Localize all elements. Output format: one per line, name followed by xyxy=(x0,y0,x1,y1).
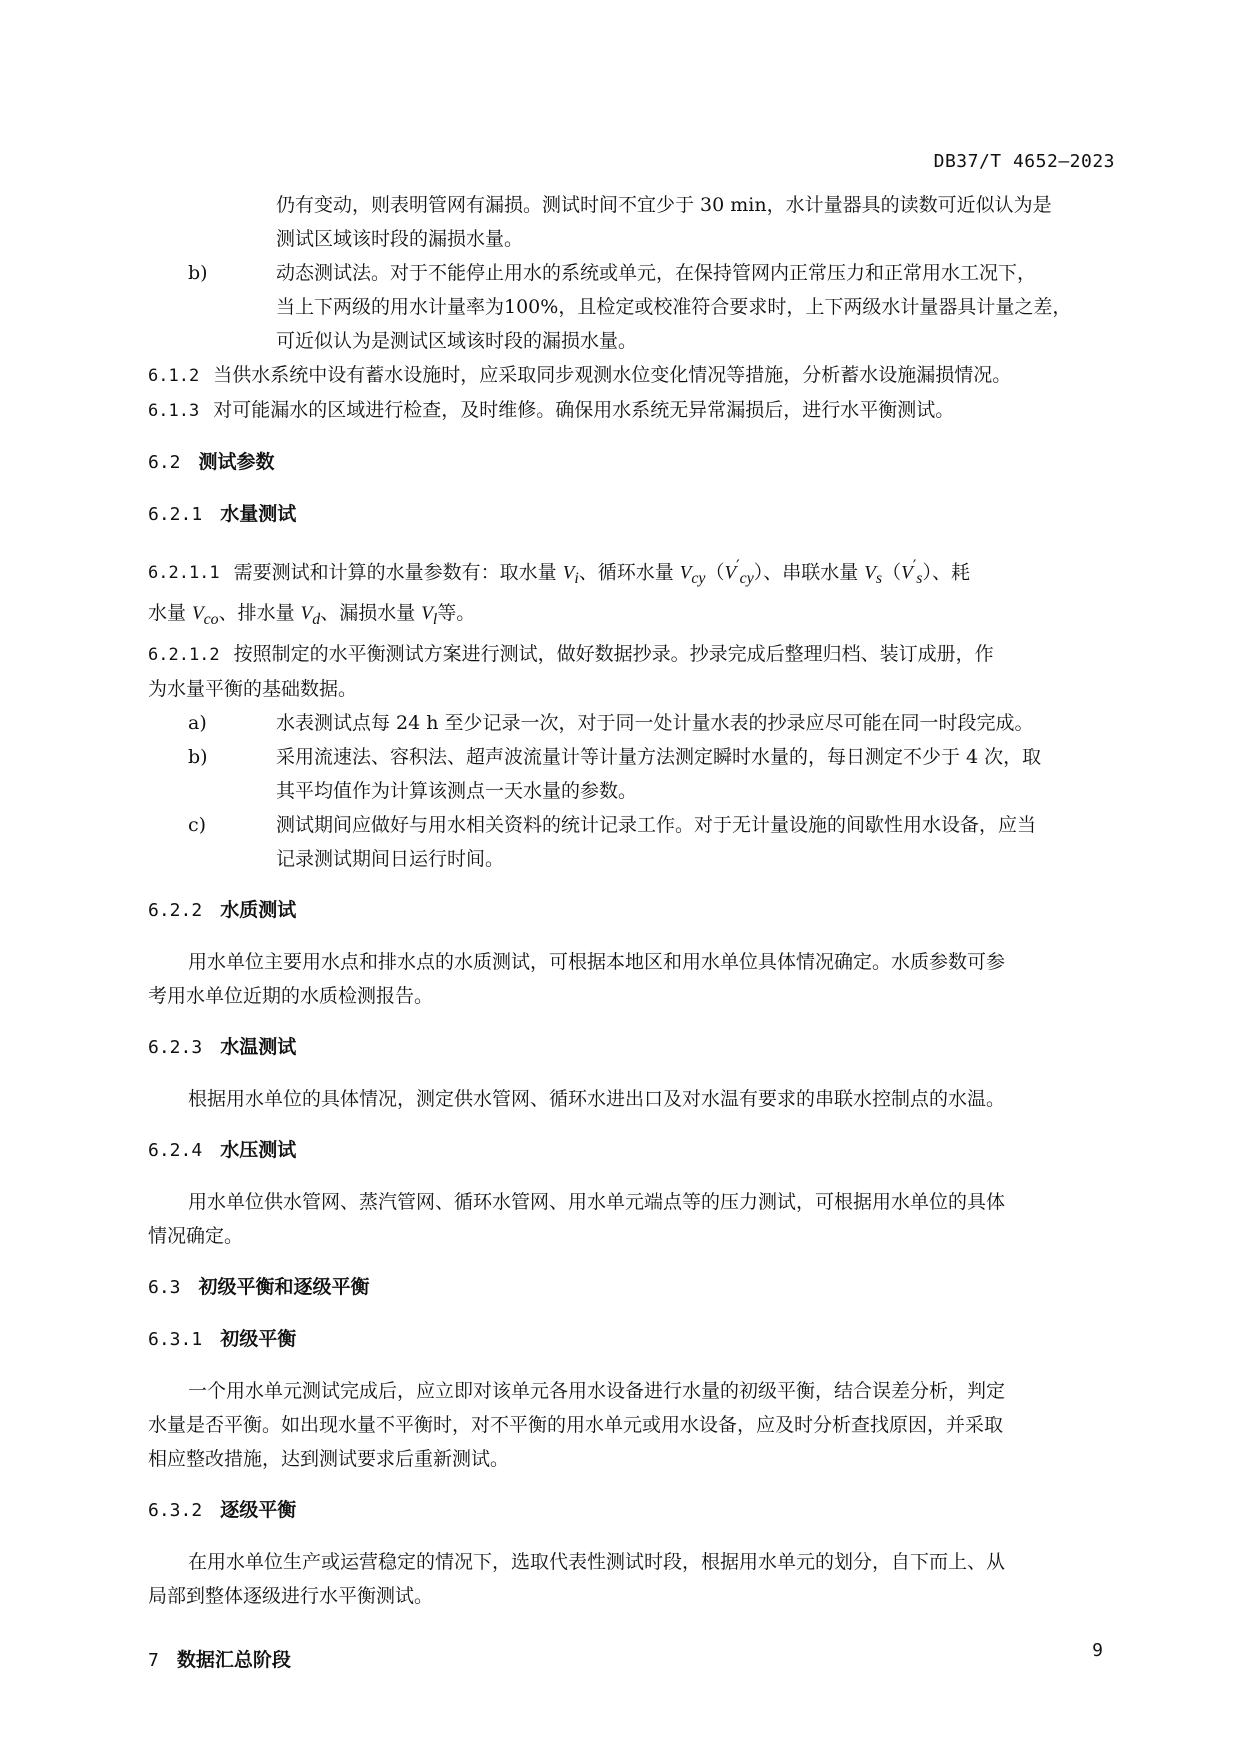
section-number: 6.3 xyxy=(148,1276,181,1298)
section-number: 7 xyxy=(148,1649,159,1671)
page-number: 9 xyxy=(1092,1640,1103,1661)
text-run: 、循环水量 xyxy=(578,561,680,584)
variable: V xyxy=(300,603,313,625)
variable-subscript: i xyxy=(574,570,579,588)
variable: V xyxy=(421,603,433,625)
section-heading-6-2-4 xyxy=(148,1133,1118,1168)
text-line: 在用水单位生产或运营稳定的情况下，选取代表性测试时段，根据用水单元的划分，自下而上、从 xyxy=(188,1550,1006,1573)
variable-prime: ′ xyxy=(912,556,917,575)
section-title: 逐级平衡 xyxy=(220,1498,297,1521)
variable-prime: ′ xyxy=(736,556,740,575)
text-line: 情况确定。 xyxy=(148,1224,244,1247)
section-number: 6.2.4 xyxy=(148,1139,203,1161)
section-heading-6-2-3 xyxy=(148,1030,1118,1065)
variable-subscript: s xyxy=(875,570,883,588)
list-marker: b) xyxy=(188,262,208,284)
text-run: 水量 xyxy=(148,602,193,625)
text-line: 水量是否平衡。如出现水量不平衡时，对不平衡的用水单元或用水设备，应及时分析查找原因，并采取 xyxy=(148,1413,1004,1436)
section-number: 6.3.1 xyxy=(148,1328,203,1350)
text-run: 等。 xyxy=(437,602,476,625)
list-item-c xyxy=(188,808,1118,876)
paragraph xyxy=(148,1185,1118,1253)
paragraph xyxy=(148,1374,1118,1476)
clause-6-1-2 xyxy=(148,358,1118,393)
section-heading-6-3-1 xyxy=(148,1322,1118,1357)
text-run: 、排水量 xyxy=(218,602,301,625)
text-line: 用水单位供水管网、蒸汽管网、循环水管网、用水单元端点等的压力测试，可根据用水单位的具体 xyxy=(188,1190,1006,1213)
text-run: （ xyxy=(882,561,902,584)
section-number: 6.2.1 xyxy=(148,504,203,525)
document-code-header: DB37/T 4652—2023 xyxy=(933,151,1115,172)
section-heading-6-2 xyxy=(148,445,1118,480)
section-title: 数据汇总阶段 xyxy=(176,1648,291,1671)
text-line: 用水单位主要用水点和排水点的水质测试，可根据本地区和用水单位具体情况确定。水质参数可参 xyxy=(188,950,1006,973)
paragraph xyxy=(148,1082,1118,1116)
text-line: 当上下两级的用水计量率为100%，且检定或校准符合要求时，上下两级水计量器具计量之差， xyxy=(276,296,1072,318)
section-number: 6.3.2 xyxy=(148,1499,203,1521)
section-number: 6.2 xyxy=(148,452,181,473)
list-marker: c) xyxy=(188,813,207,836)
section-heading-6-3-2 xyxy=(148,1493,1118,1528)
clause-number: 6.2.1.1 xyxy=(148,563,220,584)
clause-number: 6.2.1.2 xyxy=(148,644,220,665)
variable-subscript: s xyxy=(916,570,923,588)
text-line: 可近似认为是测试区域该时段的漏损水量。 xyxy=(276,330,638,352)
clause-6-2-1-1 xyxy=(148,549,1118,637)
section-heading-6-3 xyxy=(148,1270,1118,1305)
variable: V xyxy=(562,562,575,584)
continued-paragraph xyxy=(148,188,1118,256)
variable-subscript: l xyxy=(432,610,438,628)
variable-subscript: cy xyxy=(691,570,706,588)
text-line: 仍有变动，则表明管网有漏损。测试时间不宜少于 30 min，水计量器具的读数可近似认为是 xyxy=(276,194,1052,216)
variable: V xyxy=(864,562,876,584)
variable: V xyxy=(679,562,692,584)
text-line: 局部到整体逐级进行水平衡测试。 xyxy=(148,1584,434,1607)
text-line: 根据用水单位的具体情况，测定供水管网、循环水进出口及对水温有要求的串联水控制点的水温。 xyxy=(188,1087,1006,1110)
variable-subscript: d xyxy=(312,610,321,628)
text-line: 按照制定的水平衡测试方案进行测试，做好数据抄录。抄录完成后整理归档、装订成册，作 xyxy=(233,642,994,665)
text-line: 其平均值作为计算该测点一天水量的参数。 xyxy=(276,779,638,802)
text-line: 记录测试期间日运行时间。 xyxy=(276,847,505,870)
text-line: 考用水单位近期的水质检测报告。 xyxy=(148,984,434,1007)
clause-text: 当供水系统中设有蓄水设施时，应采取同步观测水位变化情况等措施，分析蓄水设施漏损情况。 xyxy=(213,364,1012,386)
section-title: 初级平衡 xyxy=(220,1327,297,1350)
variable-subscript: co xyxy=(203,610,219,628)
text-line: 水表测试点每 24 h 至少记录一次，对于同一处计量水表的抄录应尽可能在同一时段完成。 xyxy=(276,711,1034,734)
text-run: 、漏损水量 xyxy=(320,602,422,625)
list-item-b xyxy=(188,740,1118,808)
section-title: 水压测试 xyxy=(220,1138,297,1161)
section-number: 6.2.2 xyxy=(148,899,203,921)
text-run: ）、耗 xyxy=(922,561,970,584)
text-run: ）、串联水量 xyxy=(753,561,865,584)
clause-number: 6.1.2 xyxy=(148,366,200,386)
list-item-a xyxy=(188,706,1118,740)
list-marker: a) xyxy=(188,711,207,734)
text-line: 动态测试法。对于不能停止用水的系统或单元，在保持管网内正常压力和正常用水工况下， xyxy=(276,262,1037,284)
clause-6-2-1-2 xyxy=(148,637,1118,706)
variable: V xyxy=(724,562,737,584)
list-marker: b) xyxy=(188,745,208,768)
text-line: 测试期间应做好与用水相关资料的统计记录工作。对于无计量设施的间歇性用水设备，应当 xyxy=(276,813,1037,836)
text-line: 测试区域该时段的漏损水量。 xyxy=(276,228,524,250)
variable-subscript: cy xyxy=(739,570,754,588)
section-heading-6-2-1 xyxy=(148,497,1118,532)
section-title: 水质测试 xyxy=(220,898,297,921)
section-heading-6-2-2 xyxy=(148,893,1118,928)
section-title: 水温测试 xyxy=(220,1035,297,1058)
clause-number: 6.1.3 xyxy=(148,401,200,421)
section-title: 测试参数 xyxy=(198,451,275,473)
section-number: 6.2.3 xyxy=(148,1036,203,1058)
section-title: 水量测试 xyxy=(220,503,297,525)
paragraph xyxy=(148,1545,1118,1613)
document-body xyxy=(148,188,1118,1695)
variable: V xyxy=(901,562,913,584)
paragraph xyxy=(148,945,1118,1013)
text-run: 需要测试和计算的水量参数有：取水量 xyxy=(233,561,563,584)
variable: V xyxy=(192,603,204,625)
text-line: 相应整改措施，达到测试要求后重新测试。 xyxy=(148,1447,510,1470)
clause-text: 对可能漏水的区域进行检查，及时维修。确保用水系统无异常漏损后，进行水平衡测试。 xyxy=(213,399,955,421)
text-line: 采用流速法、容积法、超声波流量计等计量方法测定瞬时水量的，每日测定不少于 4 次，取 xyxy=(276,745,1042,768)
section-heading-7 xyxy=(148,1643,1118,1678)
text-line: 为水量平衡的基础数据。 xyxy=(148,677,358,700)
section-title: 初级平衡和逐级平衡 xyxy=(198,1275,370,1298)
list-item-b xyxy=(188,256,1118,358)
clause-6-1-3 xyxy=(148,393,1118,428)
text-line: 一个用水单元测试完成后，应立即对该单元各用水设备进行水量的初级平衡，结合误差分析，判定 xyxy=(188,1379,1006,1402)
text-run: （ xyxy=(705,561,725,584)
